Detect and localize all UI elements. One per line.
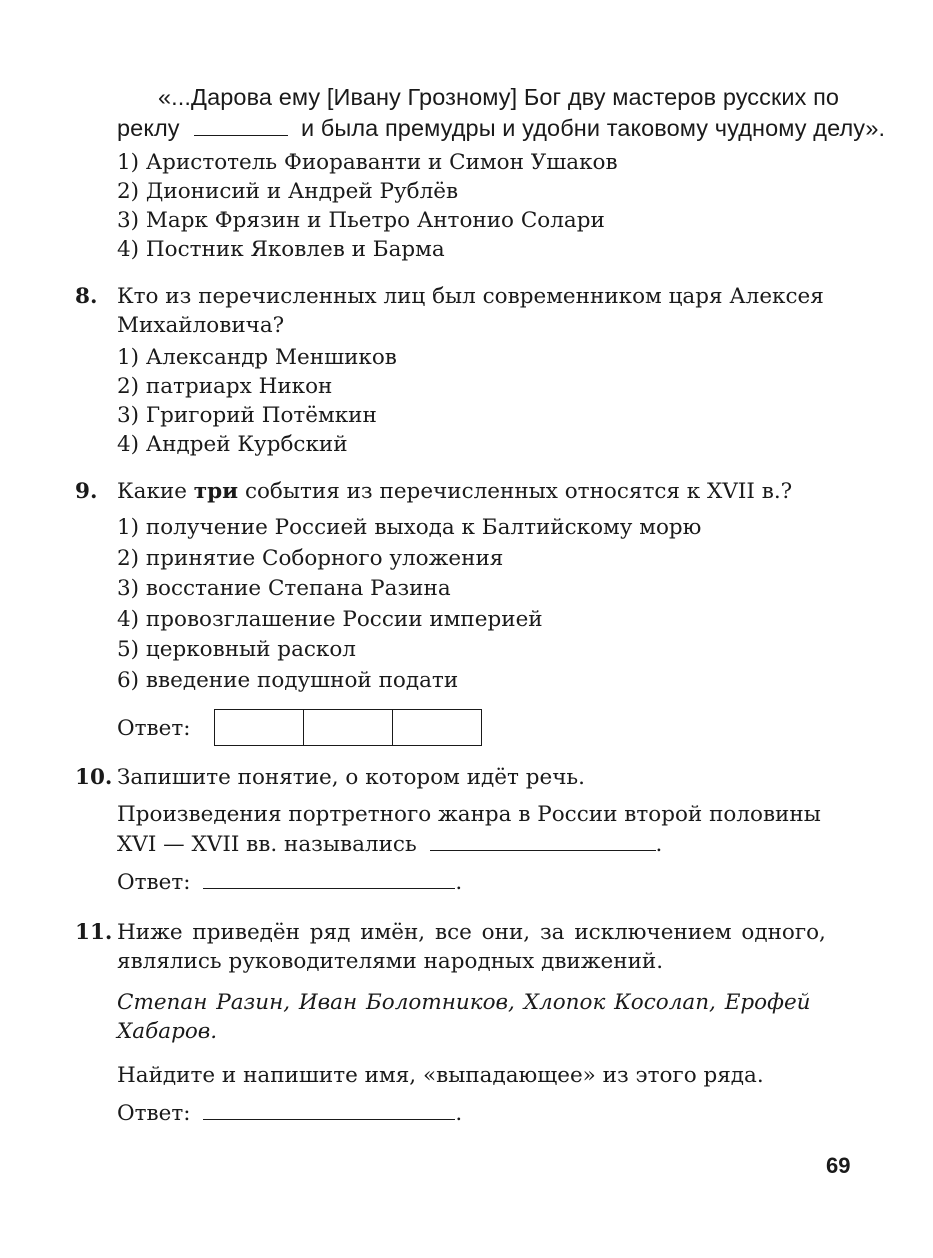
q10-answer-blank[interactable] — [203, 887, 455, 889]
q7-quote-rest: и была премудры и удобни таковому чудному делу». — [300, 115, 886, 141]
q10-number: 10. — [75, 765, 113, 790]
q8-option-3: 3) Григорий Потёмкин — [117, 403, 377, 428]
q9-number: 9. — [75, 479, 98, 504]
q10-text-blank[interactable] — [430, 849, 656, 851]
q9-question-end: события из перечисленных относятся к XVII в.? — [238, 479, 793, 504]
q7-option-3: 3) Марк Фрязин и Пьетро Антонио Солари — [117, 208, 605, 233]
q7-option-4: 4) Постник Яковлев и Барма — [117, 237, 445, 262]
q7-option-1: 1) Аристотель Фиораванти и Симон Ушаков — [117, 150, 618, 175]
q7-quote-line-2 — [117, 115, 885, 142]
q9-question-start: Какие — [117, 479, 194, 504]
q10-text-line-2-text: XVI — XVII вв. назывались — [117, 832, 417, 857]
q8-question-line-1: Кто из перечисленных лиц был современником царя Алексея — [117, 284, 824, 309]
q10-answer-label: Ответ: — [117, 870, 191, 895]
q9-question-bold: три — [193, 479, 239, 504]
q11-answer-blank[interactable] — [203, 1118, 455, 1120]
q9-answer-grid[interactable] — [214, 709, 482, 746]
q11-question-line-1: Ниже приведён ряд имён, все они, за исключением одного, — [117, 920, 826, 945]
q8-option-4: 4) Андрей Курбский — [117, 432, 348, 457]
q9-question — [117, 479, 792, 504]
q9-answer-cell-2[interactable] — [304, 710, 393, 745]
q7-quote-line-1: «...Дарова ему [Ивану Грозному] Бог дву мастеров русских по — [158, 84, 840, 110]
q10-answer-period: . — [455, 870, 463, 895]
q9-option-6: 6) введение подушной подати — [117, 668, 459, 693]
q10-text-line-2 — [117, 832, 662, 857]
q7-option-2: 2) Дионисий и Андрей Рублёв — [117, 179, 459, 204]
q8-option-1: 1) Александр Меншиков — [117, 345, 397, 370]
q11-task: Найдите и напишите имя, «выпадающее» из этого ряда. — [117, 1063, 764, 1088]
q11-question-line-2: являлись руководителями народных движений. — [117, 949, 664, 974]
page-number: 69 — [826, 1153, 851, 1178]
q10-question: Запишите понятие, о котором идёт речь. — [117, 765, 585, 790]
q9-answer-label: Ответ: — [117, 716, 191, 741]
q9-option-4: 4) провозглашение России империей — [117, 607, 543, 632]
q11-answer-label: Ответ: — [117, 1101, 191, 1126]
q9-option-2: 2) принятие Соборного уложения — [117, 546, 504, 571]
q11-answer-period: . — [455, 1101, 463, 1126]
q11-number: 11. — [75, 920, 113, 945]
q7-quote-word: реклу — [117, 115, 180, 141]
q9-answer-cell-1[interactable] — [215, 710, 304, 745]
q10-text-period: . — [655, 832, 663, 857]
q8-number: 8. — [75, 284, 98, 309]
q11-answer — [117, 1101, 462, 1126]
q10-answer — [117, 870, 462, 895]
q9-option-1: 1) получение Россией выхода к Балтийскому морю — [117, 515, 702, 540]
q9-option-5: 5) церковный раскол — [117, 637, 356, 662]
q9-answer-cell-3[interactable] — [393, 710, 481, 745]
q8-option-2: 2) патриарх Никон — [117, 374, 333, 399]
q11-names-line-1: Степан Разин, Иван Болотников, Хлопок Косолап, Ерофей — [117, 990, 811, 1015]
q7-quote-blank — [194, 134, 288, 136]
q9-option-3: 3) восстание Степана Разина — [117, 576, 451, 601]
q8-question-line-2: Михайловича? — [117, 313, 285, 338]
q11-names-line-2: Хабаров. — [117, 1019, 218, 1044]
q10-text-line-1: Произведения портретного жанра в России второй половины — [117, 802, 821, 827]
